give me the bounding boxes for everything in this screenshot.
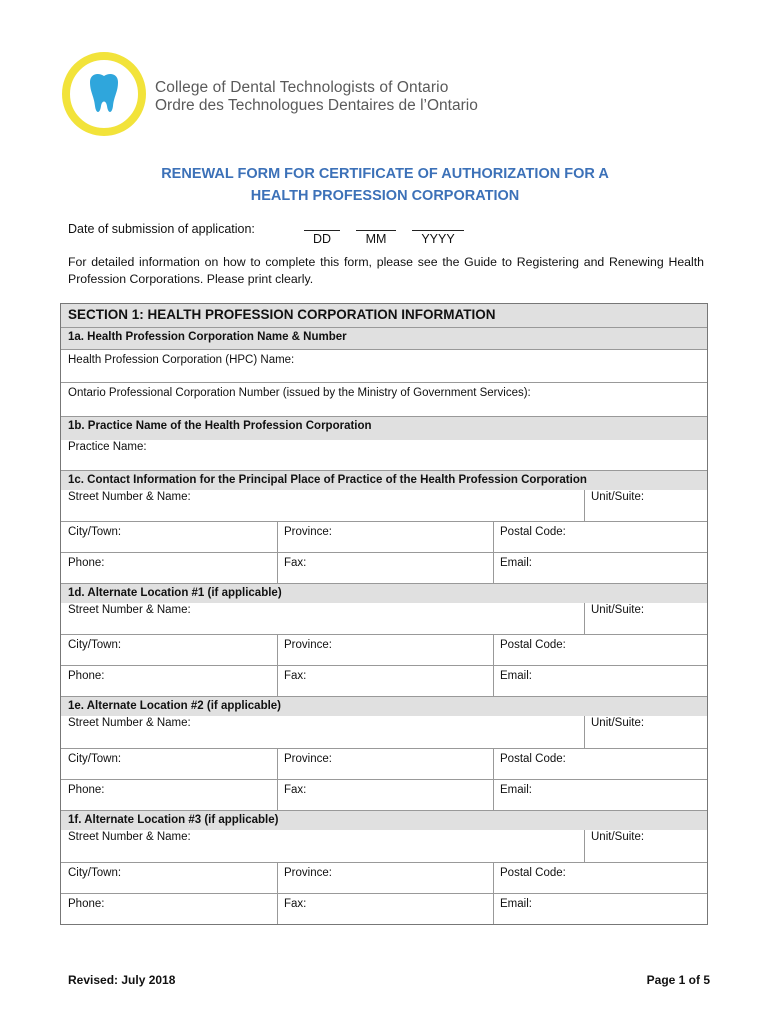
org-name-en: College of Dental Technologists of Ontario <box>155 79 449 96</box>
f-postal-label[interactable]: Postal Code: <box>500 867 566 879</box>
d-city-label[interactable]: City/Town: <box>68 639 122 651</box>
d-street-row <box>61 603 707 635</box>
f-city-row <box>61 863 707 894</box>
d-email-label[interactable]: Email: <box>500 670 532 682</box>
intro-text: For detailed information on how to complete this form, please see the Guide to Registering and Renewing Health Profession Corporations. Please print clearly. <box>68 255 704 286</box>
section1-header <box>61 304 707 328</box>
c-province-label[interactable]: Province: <box>284 526 332 538</box>
c-email-label[interactable]: Email: <box>500 557 532 569</box>
e-street-label[interactable]: Street Number & Name: <box>68 717 191 729</box>
e-city-label[interactable]: City/Town: <box>68 753 122 765</box>
subsection-1f-header <box>61 811 707 830</box>
page-number: Page 1 of 5 <box>646 973 710 987</box>
c-street-row <box>61 490 707 522</box>
practice-name-label: Practice Name: <box>68 441 147 453</box>
d-unit-label[interactable]: Unit/Suite: <box>591 604 645 616</box>
date-dd-field[interactable]: DD <box>304 230 340 246</box>
e-unit-label[interactable]: Unit/Suite: <box>591 717 645 729</box>
f-phone-row <box>61 894 707 924</box>
form-title-line2: HEALTH PROFESSION CORPORATION <box>250 188 520 204</box>
e-email-label[interactable]: Email: <box>500 784 532 796</box>
form-title-line1: RENEWAL FORM FOR CERTIFICATE OF AUTHORIZATION FOR A <box>161 166 609 182</box>
f-unit-label[interactable]: Unit/Suite: <box>591 831 645 843</box>
d-phone-row <box>61 666 707 697</box>
e-province-label[interactable]: Province: <box>284 753 332 765</box>
d-province-label[interactable]: Province: <box>284 639 332 651</box>
c-postal-label[interactable]: Postal Code: <box>500 526 566 538</box>
subsection-1b-title: 1b. Practice Name of the Health Profession Corporation <box>68 420 372 432</box>
c-phone-label[interactable]: Phone: <box>68 557 105 569</box>
e-phone-label[interactable]: Phone: <box>68 784 105 796</box>
f-email-label[interactable]: Email: <box>500 898 532 910</box>
subsection-1a-title: 1a. Health Profession Corporation Name & Number <box>68 331 347 343</box>
d-postal-label[interactable]: Postal Code: <box>500 639 566 651</box>
f-phone-label[interactable]: Phone: <box>68 898 105 910</box>
f-province-label[interactable]: Province: <box>284 867 332 879</box>
date-mm-field[interactable]: MM <box>356 230 396 246</box>
d-fax-label[interactable]: Fax: <box>284 670 307 682</box>
d-phone-label[interactable]: Phone: <box>68 670 105 682</box>
e-fax-label[interactable]: Fax: <box>284 784 307 796</box>
subsection-1e-header <box>61 697 707 716</box>
hpc-name-field[interactable] <box>61 350 707 383</box>
e-city-row <box>61 749 707 780</box>
c-city-row <box>61 522 707 553</box>
subsection-1c-title: 1c. Contact Information for the Principal Place of Practice of the Health Profession Corporation <box>68 474 587 486</box>
section1-form <box>60 303 708 925</box>
date-label: Date of submission of application: <box>68 222 255 236</box>
org-name-fr: Ordre des Technologues Dentaires de l’Ontario <box>155 97 478 114</box>
f-fax-label[interactable]: Fax: <box>284 898 307 910</box>
college-logo-icon <box>62 52 146 136</box>
f-city-label[interactable]: City/Town: <box>68 867 122 879</box>
e-street-row <box>61 716 707 749</box>
c-city-label[interactable]: City/Town: <box>68 526 122 538</box>
subsection-1c-header <box>61 471 707 490</box>
subsection-1d-title: 1d. Alternate Location #1 (if applicable) <box>68 587 282 599</box>
ont-number-label: Ontario Professional Corporation Number (issued by the Ministry of Government Services): <box>68 387 531 399</box>
ont-number-field[interactable] <box>61 383 707 417</box>
e-phone-row <box>61 780 707 811</box>
f-street-row <box>61 830 707 863</box>
c-phone-row <box>61 553 707 584</box>
d-street-label[interactable]: Street Number & Name: <box>68 604 191 616</box>
e-postal-label[interactable]: Postal Code: <box>500 753 566 765</box>
subsection-1d-header <box>61 584 707 603</box>
revised-date: Revised: July 2018 <box>68 973 176 987</box>
c-fax-label[interactable]: Fax: <box>284 557 307 569</box>
subsection-1f-title: 1f. Alternate Location #3 (if applicable) <box>68 814 279 826</box>
section1-title: SECTION 1: HEALTH PROFESSION CORPORATION INFORMATION <box>68 307 496 322</box>
c-street-label[interactable]: Street Number & Name: <box>68 491 191 503</box>
subsection-1e-title: 1e. Alternate Location #2 (if applicable) <box>68 700 282 712</box>
f-street-label[interactable]: Street Number & Name: <box>68 831 191 843</box>
date-yyyy-field[interactable]: YYYY <box>412 230 464 246</box>
org-name-block <box>155 79 478 115</box>
hpc-name-label: Health Profession Corporation (HPC) Name: <box>68 354 295 366</box>
form-title <box>0 163 770 207</box>
d-city-row <box>61 635 707 666</box>
c-unit-label[interactable]: Unit/Suite: <box>591 491 645 503</box>
subsection-1a-header <box>61 328 707 350</box>
practice-name-field[interactable] <box>61 435 707 471</box>
